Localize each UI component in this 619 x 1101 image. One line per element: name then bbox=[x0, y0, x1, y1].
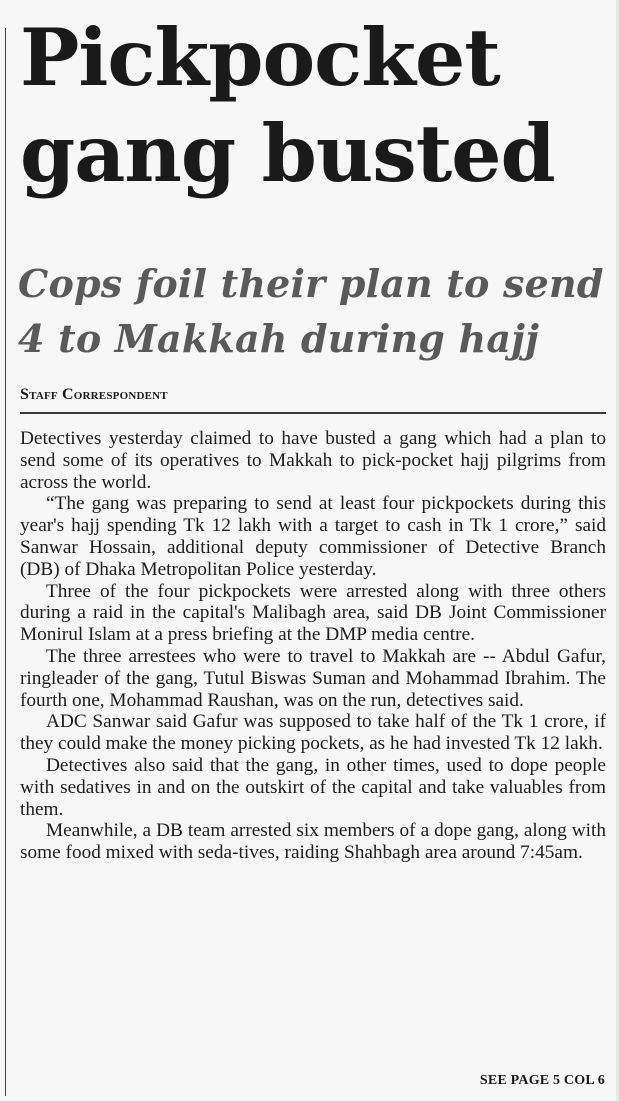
article-body bbox=[20, 428, 606, 864]
subhead-line-1: Cops foil their plan to send bbox=[18, 261, 604, 306]
subheadline bbox=[18, 256, 614, 366]
byline-divider bbox=[20, 412, 606, 414]
paragraph: Detectives also said that the gang, in other times, used to dope people with sedatives in and on the outskirt of the capital and take valuables from them. bbox=[20, 754, 606, 820]
paragraph: Meanwhile, a DB team arrested six members of a dope gang, along with some food mixed with seda-tives, raiding Shahbagh area around 7:45am. bbox=[20, 820, 606, 864]
column-rule bbox=[5, 28, 6, 1096]
headline-line-1: Pickpocket bbox=[20, 11, 500, 104]
paragraph: ADC Sanwar said Gafur was supposed to take half of the Tk 1 crore, if they could make the money picking pockets, as he had invested Tk 12 lakh. bbox=[20, 711, 606, 755]
headline bbox=[20, 10, 610, 202]
paragraph: The three arrestees who were to travel to Makkah are -- Abdul Gafur, ringleader of the gang, Tutul Biswas Suman and Mohammad Ibrahim. The fourth one, Mohammad Raushan, was on the run, detectives said. bbox=[20, 645, 606, 711]
paragraph: Three of the four pickpockets were arrested along with three others during a raid in the capital's Malibagh area, said DB Joint Commissioner Monirul Islam at a press briefing at the DMP media centre. bbox=[20, 580, 606, 646]
subhead-line-2: 4 to Makkah during hajj bbox=[18, 316, 540, 361]
byline: Staff Correspondent bbox=[20, 386, 168, 403]
paragraph: Detectives yesterday claimed to have busted a gang which had a plan to send some of its operatives to Makkah to pick-pocket hajj pilgrims from across the world. bbox=[20, 428, 606, 493]
continuation-note: SEE PAGE 5 COL 6 bbox=[479, 1073, 605, 1088]
paragraph: “The gang was preparing to send at least four pickpockets during this year's hajj spending Tk 12 lakh with a target to cash in Tk 1 crore,” said Sanwar Hossain, additional deputy commissioner of Detective Branch (DB) of Dhaka Metropolitan Police yesterday. bbox=[20, 493, 606, 580]
headline-line-2: gang busted bbox=[20, 107, 555, 200]
